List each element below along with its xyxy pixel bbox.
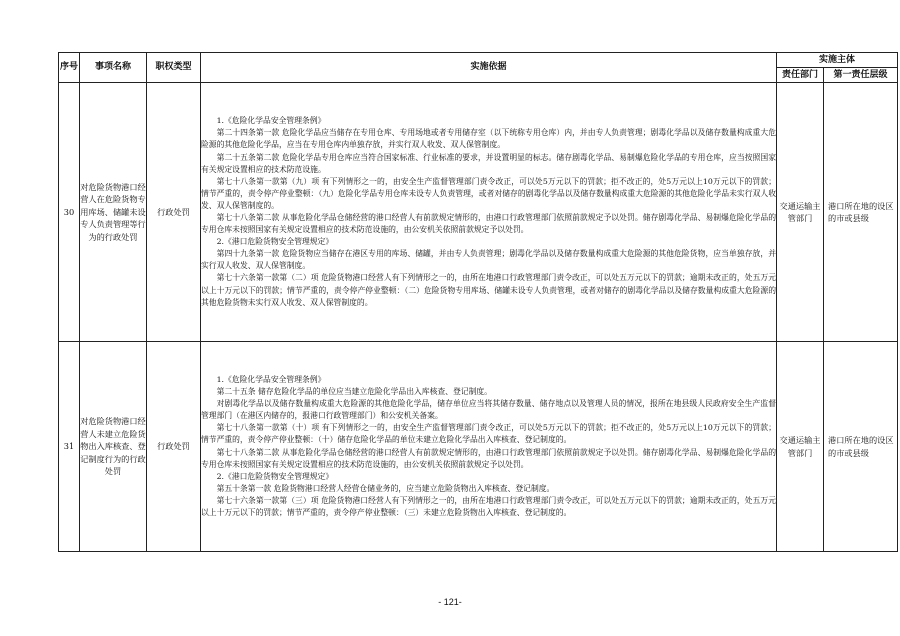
row-dept: 交通运输主管部门 (777, 83, 824, 342)
enforcement-table (58, 52, 898, 552)
table-row (59, 83, 898, 342)
header-basis: 实施依据 (201, 53, 777, 83)
basis-paragraph: 第七十六条第一款第（二）项 危险货物港口经营人有下列情形之一的，由所在地港口行政管理部门责令改正，可以处五万元以下的罚款；逾期未改正的，处五万元以上十万元以下的罚款；情节严重的，责令停产停业整顿：（二）危险货物专用库场、储罐未设专人负责管理，或者对储存的剧毒化学品以及储存数量构成重大危险源的其他危险货物未实行双人收发、双人保管制度的。 (201, 273, 776, 307)
basis-paragraph: 第七十六条第一款第（三）项 危险货物港口经营人有下列情形之一的，由所在地港口行政管理部门责令改正，可以处五万元以下的罚款；逾期未改正的，处五万元以上十万元以下的罚款；情节严重的，责令停产停业整顿：（三）未建立危险货物出入库核查、登记制度的。 (201, 495, 776, 517)
basis-paragraph: 第二十五条 储存危险化学品的单位应当建立危险化学品出入库核查、登记制度。 (216, 387, 492, 397)
row-no: 31 (59, 342, 80, 552)
header-name: 事项名称 (80, 53, 147, 83)
header-type: 职权类型 (147, 53, 201, 83)
basis-paragraph: 2.《港口危险货物安全管理规定》 (216, 471, 334, 481)
basis-paragraph: 2.《港口危险货物安全管理规定》 (216, 237, 334, 247)
row-basis (201, 83, 777, 342)
row-basis (201, 342, 777, 552)
row-dept: 交通运输主管部门 (777, 342, 824, 552)
header-level: 第一责任层级 (824, 68, 898, 83)
basis-paragraph: 对剧毒化学品以及储存数量构成重大危险源的其他危险化学品，储存单位应当将其储存数量、储存地点以及管理人员的情况，报所在地县级人民政府安全生产监督管理部门（在港区内储存的，报港口行政管理部门）和公安机关备案。 (201, 399, 776, 421)
basis-paragraph: 第四十九条第一款 危险货物应当储存在港区专用的库场、储罐，并由专人负责管理；剧毒化学品以及储存数量构成重大危险源的其他危险货物，应当单独存放，并实行双人收发、双人保管制度。 (201, 249, 776, 271)
basis-paragraph: 第二十四条第一款 危险化学品应当储存在专用仓库、专用场地或者专用储存室（以下统称专用仓库）内，并由专人负责管理；剧毒化学品以及储存数量构成重大危险源的其他危险化学品，应当在专用仓库内单独存放，并实行双人收发、双人保管制度。 (201, 128, 776, 150)
header-dept: 责任部门 (777, 68, 824, 83)
basis-paragraph: 第五十条第一款 危险货物港口经营人经营仓储业务的，应当建立危险货物出入库核查、登记制度。 (216, 483, 555, 493)
basis-paragraph: 第七十八条第二款 从事危险化学品仓储经营的港口经营人有前款规定情形的，由港口行政管理部门依照前款规定予以处罚。储存剧毒化学品、易制爆危险化学品的专用仓库未按照国家有关规定设置相应的技术防范设施的，由公安机关依照前款规定予以处罚。 (201, 447, 776, 469)
basis-paragraph: 第二十五条第二款 危险化学品专用仓库应当符合国家标准、行业标准的要求，并设置明显的标志。储存剧毒化学品、易制爆危险化学品的专用仓库，应当按照国家有关规定设置相应的技术防范设施。 (201, 152, 776, 174)
basis-paragraph: 1.《危险化学品安全管理条例》 (216, 116, 326, 126)
page-number: - 121- (438, 597, 462, 607)
row-type: 行政处罚 (147, 342, 201, 552)
row-type: 行政处罚 (147, 83, 201, 342)
row-name: 对危险货物港口经营人未建立危险货物出入库核查、登记制度行为的行政处罚 (80, 342, 147, 552)
basis-paragraph: 第七十八条第一款第（十）项 有下列情形之一的，由安全生产监督管理部门责令改正，可以处5万元以下的罚款；拒不改正的，处5万元以上10万元以下的罚款；情节严重的，责令停产停业整顿：（十）储存危险化学品的单位未建立危险化学品出入库核查、登记制度的。 (201, 423, 776, 445)
row-level: 港口所在地的设区的市或县级 (824, 342, 898, 552)
row-no: 30 (59, 83, 80, 342)
row-level: 港口所在地的设区的市或县级 (824, 83, 898, 342)
row-name: 对危险货物港口经营人在危险货物专用库场、储罐未设专人负责管理等行为的行政处罚 (80, 83, 147, 342)
basis-paragraph: 第七十八条第一款第（九）项 有下列情形之一的，由安全生产监督管理部门责令改正，可以处5万元以下的罚款；拒不改正的，处5万元以上10万元以下的罚款；情节严重的，责令停产停业整顿：（九）危险化学品专用仓库未设专人负责管理，或者对储存的剧毒化学品以及储存数量构成重大危险源的其他危险化学品未实行双人收发、双人保管制度的。 (201, 176, 776, 210)
basis-paragraph: 第七十八条第二款 从事危险化学品仓储经营的港口经营人有前款规定情形的，由港口行政管理部门依照前款规定予以处罚。储存剧毒化学品、易制爆危险化学品的专用仓库未按照国家有关规定设置相应的技术防范设施的，由公安机关依照前款规定予以处罚。 (201, 213, 776, 235)
header-no: 序号 (59, 53, 80, 83)
basis-paragraph: 1.《危险化学品安全管理条例》 (216, 374, 326, 384)
table-row (59, 342, 898, 552)
header-subject: 实施主体 (777, 53, 898, 68)
